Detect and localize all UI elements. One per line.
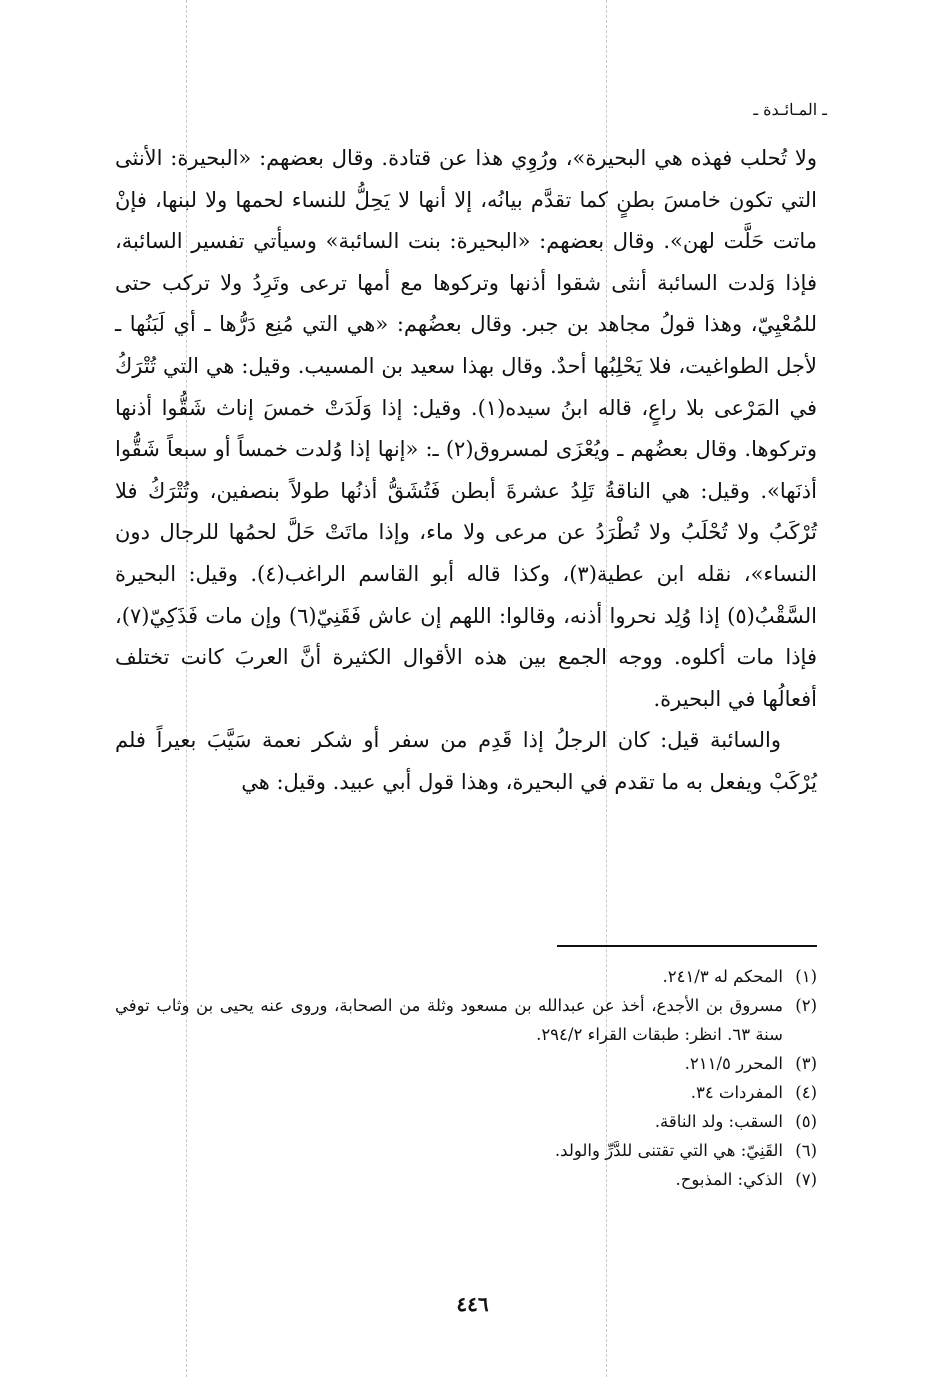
- footnote-divider: [557, 945, 817, 947]
- paragraph: ولا تُحلب فهذه هي البحيرة»، ورُوِي هذا عن قتادة. وقال بعضهم: «البحيرة: الأنثى التي تكون خامسَ بطنٍ كما تقدَّم بيانُه، إلا أنها لا يَحِلُّ للنساء لحمها ولا لبنها، فإنْ ماتت حَلَّت لهن». وقال بعضهم: «البحيرة: بنت السائبة» وسيأتي تفسير السائبة، فإذا وَلدت السائبة أنثى شقوا أذنها وتركوها مع أمها ترعى وتَرِدُ ولا تركب حتى للمُعْيِيّ، وهذا قولُ مجاهد بن جبر. وقال بعضُهم: «هي التي مُنِع دَرُّها ـ أي لَبَنُها ـ لأجل الطواغيت، فلا يَحْلِبُها أحدٌ. وقال بهذا سعيد بن المسيب. وقيل: هي التي تُتْرَكُ في المَرْعى بلا راعٍ، قاله ابنُ سيده(١). وقيل: إذا وَلَدَتْ خمسَ إناث شَقُّوا أذنها وتركوها. وقال بعضُهم ـ ويُعْزَى لمسروق(٢) ـ: «إنها إذا وُلدت خمساً أو سبعاً شَقُّوا أذنَها». وقيل: هي الناقةُ تَلِدُ عشرةَ أبطن فَتُشَقُّ أذنُها طولاً بنصفين، وتُتْرَكُ فلا تُرْكَبُ ولا تُحْلَبُ ولا تُطْرَدُ عن مرعى ولا ماء، وإذا ماتَتْ حَلَّ لحمُها للرجال دون النساء»، نقله ابن عطية(٣)، وكذا قاله أبو القاسم الراغب(٤). وقيل: البحيرة السَّقْبُ(٥) إذا وُلِد نحروا أذنه، وقالوا: اللهم إن عاش فَقَنِيّ(٦) وإن مات فَذَكِيّ(٧)، فإذا مات أكلوه. ووجه الجمع بين هذه الأقوال الكثيرة أنَّ العربَ كانت تختلف أفعالُها في البحيرة.: [115, 146, 817, 711]
- footnote-item: [115, 1165, 817, 1194]
- footnote-text: المحكم له ٢٤١/٣.: [662, 967, 783, 986]
- footnote-text: المفردات ٣٤.: [690, 1083, 783, 1102]
- footnote-item: [115, 1136, 817, 1165]
- footnote-text: مسروق بن الأجدع، أخذ عن عبدالله بن مسعود وثلة من الصحابة، وروى عنه يحيى بن وثاب توفي سنة ٦٣. انظر: طبقات القراء ٢٩٤/٢.: [115, 996, 783, 1044]
- paragraph: والسائبة قيل: كان الرجلُ إذا قَدِم من سفر أو شكر نعمة سَيَّبَ بعيراً فلم يُرْكَبْ ويفعل به ما تقدم في البحيرة، وهذا قول أبي عبيد. وقيل: هي: [115, 728, 817, 794]
- footnote-item: [115, 1078, 817, 1107]
- footnote-item: [115, 1049, 817, 1078]
- footnote-number: (٤): [795, 1083, 817, 1102]
- main-text: [115, 138, 817, 804]
- footnotes: [115, 962, 817, 1194]
- footnote-number: (٧): [795, 1170, 817, 1189]
- footnote-item: [115, 1107, 817, 1136]
- footnote-number: (٣): [795, 1054, 817, 1073]
- footnote-text: المحرر ٢١١/٥.: [684, 1054, 783, 1073]
- footnote-number: (٢): [795, 996, 817, 1015]
- footnote-item: [115, 991, 817, 1049]
- page-number: ٤٤٦: [456, 1292, 489, 1316]
- footnote-text: القَنِيّ: هي التي تقتنى للدَّرِّ والولد.: [554, 1141, 783, 1160]
- running-header: ـ المـائـدة ـ: [753, 100, 827, 119]
- footnote-text: السقب: ولد الناقة.: [654, 1112, 783, 1131]
- footnote-number: (٥): [795, 1112, 817, 1131]
- footnote-item: [115, 962, 817, 991]
- footnote-number: (١): [795, 967, 817, 986]
- footnote-number: (٦): [795, 1141, 817, 1160]
- footnote-text: الذكي: المذبوح.: [675, 1170, 783, 1189]
